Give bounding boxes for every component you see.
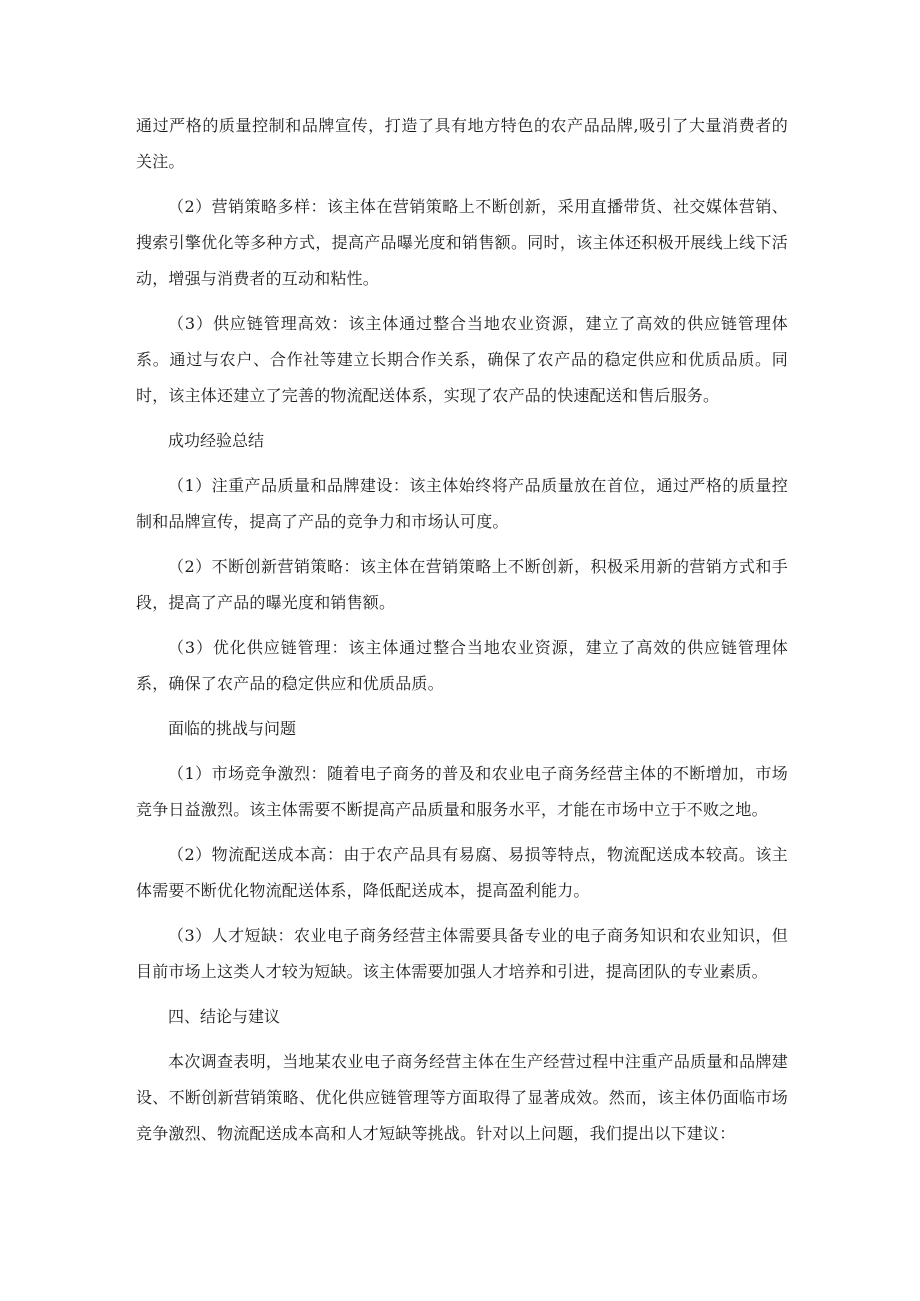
paragraph-innovation: （2）不断创新营销策略：该主体在营销策略上不断创新，积极采用新的营销方式和手段，提高了产品的曝光度和销售额。 — [136, 557, 788, 612]
document-page — [136, 108, 788, 1161]
paragraph-logistics-cost: （2）物流配送成本高：由于农产品具有易腐、易损等特点，物流配送成本较高。该主体需要不断优化物流配送体系，降低配送成本，提高盈利能力。 — [136, 845, 788, 900]
paragraph-brand-continuation: 通过严格的质量控制和品牌宣传，打造了具有地方特色的农产品品牌,吸引了大量消费者的关注。 — [136, 116, 788, 171]
paragraph-supply-chain: （3）供应链管理高效：该主体通过整合当地农业资源，建立了高效的供应链管理体系。通过与农户、合作社等建立长期合作关系，确保了农产品的稳定供应和优质品质。同时，该主体还建立了完善的物流配送体系，实现了农产品的快速配送和售后服务。 — [136, 314, 788, 405]
paragraph-conclusion: 本次调查表明，当地某农业电子商务经营主体在生产经营过程中注重产品质量和品牌建设、不断创新营销策略、优化供应链管理等方面取得了显著成效。然而，该主体仍面临市场竞争激烈、物流配送成本高和人才短缺等挑战。针对以上问题，我们提出以下建议： — [136, 1052, 788, 1143]
paragraph-marketing-strategy: （2）营销策略多样：该主体在营销策略上不断创新，采用直播带货、社交媒体营销、搜索引擎优化等多种方式，提高产品曝光度和销售额。同时，该主体还积极开展线上线下活动，增强与消费者的互动和粘性。 — [136, 197, 788, 288]
section-heading-success: 成功经验总结 — [168, 431, 265, 450]
paragraph-quality-brand: （1）注重产品质量和品牌建设：该主体始终将产品质量放在首位，通过严格的质量控制和品牌宣传，提高了产品的竞争力和市场认可度。 — [136, 476, 788, 531]
paragraph-optimize-supply: （3）优化供应链管理：该主体通过整合当地农业资源，建立了高效的供应链管理体系，确保了农产品的稳定供应和优质品质。 — [136, 638, 788, 693]
section-heading-challenges: 面临的挑战与问题 — [168, 719, 297, 738]
paragraph-competition: （1）市场竞争激烈：随着电子商务的普及和农业电子商务经营主体的不断增加，市场竞争日益激烈。该主体需要不断提高产品质量和服务水平，才能在市场中立于不败之地。 — [136, 764, 788, 819]
paragraph-talent-shortage: （3）人才短缺：农业电子商务经营主体需要具备专业的电子商务知识和农业知识，但目前市场上这类人才较为短缺。该主体需要加强人才培养和引进，提高团队的专业素质。 — [136, 926, 788, 981]
section-heading-conclusion: 四、结论与建议 — [168, 1007, 281, 1026]
